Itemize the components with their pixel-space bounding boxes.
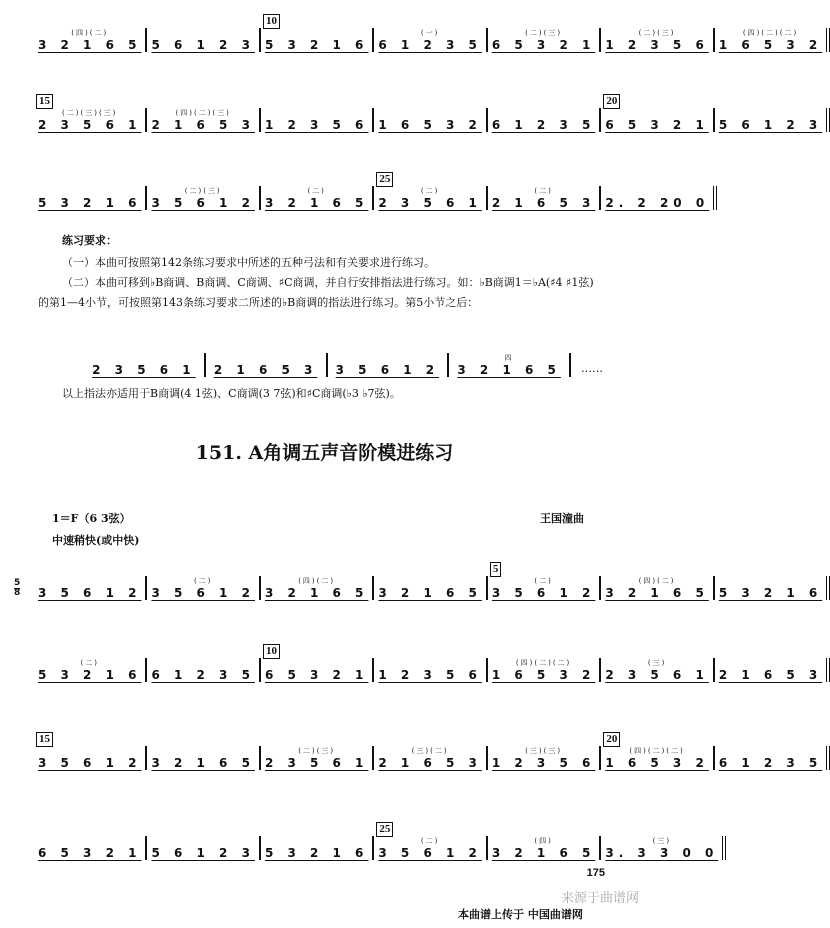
footer-source: 本曲谱上传于 中国曲谱网: [458, 908, 583, 921]
measure: [147, 28, 260, 52]
measure-notes: 1 2 3 5 6: [491, 756, 596, 770]
fingering-marks: (二): [307, 187, 326, 195]
fingering-marks: [88, 353, 200, 363]
rehearsal-marker: 10: [263, 644, 280, 659]
measure: [601, 733, 714, 770]
measure: [601, 836, 726, 860]
page-number: 175: [586, 867, 605, 879]
measure: [34, 186, 147, 210]
measure-notes: 1 2 3 5 6: [264, 118, 369, 132]
measure: [84, 353, 206, 377]
measure: [488, 108, 601, 132]
fingering-marks: [719, 746, 822, 756]
tempo-marking: 中速稍快(或中快): [52, 534, 140, 547]
fingering-marks: (三): [652, 837, 672, 845]
measure-notes: 5 6 1 2 3: [151, 846, 255, 860]
measure-notes: 2 3 5 6 1: [378, 196, 482, 210]
measure: [147, 836, 260, 860]
fingering-marks: (三)(三): [525, 747, 563, 755]
measure-notes: 3 5 6 1 2: [151, 196, 255, 210]
fingering-marks: [605, 186, 709, 196]
fingering-marks: (二)(三): [638, 29, 676, 37]
continuation-ellipsis: ……: [581, 362, 603, 375]
measure: [488, 186, 601, 210]
measure: [488, 658, 601, 682]
fingering-marks: [151, 836, 254, 846]
score-row-150-2: [34, 80, 823, 132]
fingering-marks: (四)(二): [638, 577, 676, 585]
measure-notes: 3 5 6 1 2: [491, 586, 596, 600]
fingering-marks: (四)(二): [71, 29, 109, 37]
fingering-marks: [151, 28, 254, 38]
measure-notes: 3 2 1 6 5: [38, 38, 142, 52]
fingering-marks: [378, 108, 481, 118]
measure: [374, 108, 487, 132]
measure: [147, 658, 260, 682]
measure: [374, 746, 487, 770]
measure-notes: 3 2 1 6 5: [457, 363, 561, 377]
fingering-marks: (四)(二)(三): [175, 109, 231, 117]
fingering-marks: (二)(三)(三): [62, 109, 118, 117]
measure-notes: 1 6 5 3 2: [491, 668, 596, 682]
measure: [488, 563, 601, 600]
measure: [34, 28, 147, 52]
measure: [715, 28, 830, 52]
measure-notes: 1 2 3 5 6: [605, 38, 709, 52]
measure-notes: 6 1 2 3 5: [491, 118, 596, 132]
measure-notes: 3 5 6 1 2: [378, 846, 482, 860]
requirement-3: 以上指法亦适用于B商调(4 1弦)、C商调(3 7弦)和♯C商调(♭3 ♭7弦)。: [62, 387, 401, 400]
watermark: 来源于曲谱网: [560, 891, 639, 906]
measure: [488, 28, 601, 52]
measure: [261, 576, 374, 600]
measure-notes: 5 3 2 1 6: [264, 846, 369, 860]
requirement-2a: （二）本曲可移到♭B商调、B商调、C商调、♯C商调，并自行安排指法进行练习。如：♭B商调1＝♭A(♯4 ♯1弦): [62, 276, 594, 289]
measure: [715, 746, 830, 770]
measure: [261, 15, 374, 52]
measure-notes: 3 5 6 1 2: [38, 756, 142, 770]
fingering-marks: [151, 746, 254, 756]
requirement-1: （一）本曲可按照第142条练习要求中所述的五种弓法和有关要求进行练习。: [62, 256, 435, 269]
fingering-marks: (四): [534, 837, 553, 845]
rehearsal-marker: 5: [490, 562, 502, 577]
rehearsal-marker: 10: [263, 14, 280, 29]
measure-notes: 1 6 5 3 2: [718, 38, 823, 52]
score-row-150-1: [34, 0, 823, 52]
measure: [449, 353, 571, 377]
fingering-marks: (三)(二): [411, 747, 449, 755]
measure-notes: 3 2 1 6 5: [151, 756, 255, 770]
fingering-marks: [332, 353, 444, 363]
measure: [601, 186, 717, 210]
key-signature: 1＝F（6 3弦）: [52, 512, 131, 525]
measure-notes: 3 2 1 6 5: [378, 586, 482, 600]
measure-notes: 2. 2 20 0: [605, 196, 710, 210]
measure-notes: 5 3 2 1 6: [264, 38, 369, 52]
fingering-marks: [492, 108, 595, 118]
fingering-marks: (二): [420, 837, 440, 845]
measure: [261, 836, 374, 860]
fingering-marks: [151, 658, 254, 668]
measure: [374, 658, 487, 682]
measure-notes: 2 1 6 5 3: [491, 196, 596, 210]
fingering-marks: [38, 836, 141, 846]
exercise-title: 151. A角调五声音阶模进练习: [195, 442, 454, 464]
fingering-marks: [719, 108, 822, 118]
fingering-marks: (四)(二): [298, 577, 336, 585]
measure: [147, 746, 260, 770]
fingering-marks: [719, 576, 822, 586]
measure: [374, 173, 487, 210]
measure: [147, 576, 260, 600]
measure: [601, 576, 714, 600]
measure-notes: 3 2 1 6 5: [605, 586, 709, 600]
fingering-marks: (一): [420, 29, 440, 37]
score-row-example: [84, 325, 609, 377]
measure-notes: 5 3 2 1 6: [718, 586, 823, 600]
measure-notes: 6 5 3 2 1: [605, 118, 709, 132]
measure-notes: 6 5 3 2 1: [491, 38, 596, 52]
measure: [715, 108, 830, 132]
fingering-marks: [378, 658, 481, 668]
measure: [261, 186, 374, 210]
measure: [34, 733, 147, 770]
measure-notes: 6 1 2 3 5: [151, 668, 255, 682]
measure: [488, 746, 601, 770]
measure: [715, 576, 830, 600]
measure: [601, 28, 714, 52]
time-signature: 5 8: [14, 578, 21, 598]
measure-notes: 1 6 5 3 2: [605, 756, 709, 770]
rehearsal-marker: 20: [603, 732, 620, 747]
fingering-marks: 四: [504, 354, 514, 362]
measure: [715, 658, 830, 682]
measure-notes: 5 6 1 2 3: [151, 38, 255, 52]
measure: [374, 823, 487, 860]
measure: [34, 576, 147, 600]
fingering-marks: [378, 576, 481, 586]
measure: [147, 108, 260, 132]
score-row-151-2: [34, 630, 823, 682]
fingering-marks: [265, 836, 368, 846]
rehearsal-marker: 15: [36, 732, 53, 747]
measure-notes: 5 3 2 1 6: [38, 668, 142, 682]
fingering-marks: (二)(三): [525, 29, 563, 37]
measure: [206, 353, 328, 377]
measure: [488, 836, 601, 860]
fingering-marks: [605, 108, 708, 118]
measure-notes: 3 5 6 1 2: [38, 586, 142, 600]
fingering-marks: (二)(三): [298, 747, 336, 755]
measure-notes: 1 6 5 3 2: [378, 118, 482, 132]
measure-notes: 2 3 5 6 1: [605, 668, 709, 682]
measure-notes: 2 3 5 6 1: [38, 118, 142, 132]
fingering-marks: [265, 28, 368, 38]
measure: [374, 28, 487, 52]
measure-notes: 2 3 5 6 1: [264, 756, 369, 770]
requirements-title: 练习要求：: [62, 234, 117, 247]
measure-notes: 6 5 3 2 1: [264, 668, 369, 682]
measure: [601, 95, 714, 132]
fingering-marks: (四)(二)(二): [629, 747, 685, 755]
rehearsal-marker: 15: [36, 94, 53, 109]
measure-notes: 6 1 2 3 5: [718, 756, 823, 770]
measure-notes: 2 1 6 5 3: [151, 118, 255, 132]
requirement-2b: 的第1—4小节，可按照第143条练习要求二所述的♭B商调的指法进行练习。第5小节之后：: [38, 296, 479, 309]
composer: 王国潼曲: [540, 512, 584, 525]
score-row-151-3: [34, 718, 823, 770]
fingering-marks: (四)(二)(二): [515, 659, 572, 667]
measure-notes: 6 1 2 3 5: [378, 38, 482, 52]
fingering-marks: [38, 746, 141, 756]
score-row-151-4: [34, 808, 719, 860]
fingering-marks: (二): [80, 659, 99, 667]
measure-notes: 2 3 5 6 1: [92, 363, 196, 377]
measure-notes: 1 2 3 5 6: [378, 668, 482, 682]
rehearsal-marker: 25: [376, 172, 393, 187]
measure-notes: 3 2 1 6 5: [264, 586, 369, 600]
measure-notes: 2 1 6 5 3: [213, 363, 318, 377]
measure-notes: 3 5 6 1 2: [151, 586, 255, 600]
fingering-marks: (二): [534, 577, 553, 585]
measure-notes: 2 1 6 5 3: [378, 756, 482, 770]
measure: [261, 645, 374, 682]
measure: [34, 95, 147, 132]
fingering-marks: (二): [534, 187, 553, 195]
fingering-marks: (四)(二)(二): [742, 29, 799, 37]
fingering-marks: [38, 576, 141, 586]
measure: [328, 353, 450, 377]
measure: [261, 108, 374, 132]
fingering-marks: [265, 658, 368, 668]
fingering-marks: [719, 658, 822, 668]
score-row-151-1: [14, 548, 823, 600]
measure: [261, 746, 374, 770]
fingering-marks: (三): [647, 659, 667, 667]
measure-notes: 6 5 3 2 1: [38, 846, 142, 860]
fingering-marks: [265, 108, 368, 118]
measure-notes: 3 2 1 6 5: [264, 196, 369, 210]
measure: [374, 576, 487, 600]
fingering-marks: (二): [193, 577, 213, 585]
rehearsal-marker: 20: [603, 94, 620, 109]
measure-notes: 2 1 6 5 3: [718, 668, 823, 682]
measure: [34, 836, 147, 860]
measure-notes: 3 5 6 1 2: [335, 363, 440, 377]
measure-notes: 3 2 1 6 5: [491, 846, 596, 860]
score-row-150-3: [34, 158, 710, 210]
fingering-marks: (二)(三): [184, 187, 222, 195]
measure: [601, 658, 714, 682]
measure-notes: 5 6 1 2 3: [718, 118, 823, 132]
fingering-marks: (二): [420, 187, 440, 195]
measure: [147, 186, 260, 210]
measure-notes: 5 3 2 1 6: [38, 196, 142, 210]
measure: [34, 658, 147, 682]
rehearsal-marker: 25: [376, 822, 393, 837]
fingering-marks: [38, 186, 141, 196]
fingering-marks: [210, 353, 322, 363]
measure-notes: 3. 3 3 0 0: [605, 846, 719, 860]
